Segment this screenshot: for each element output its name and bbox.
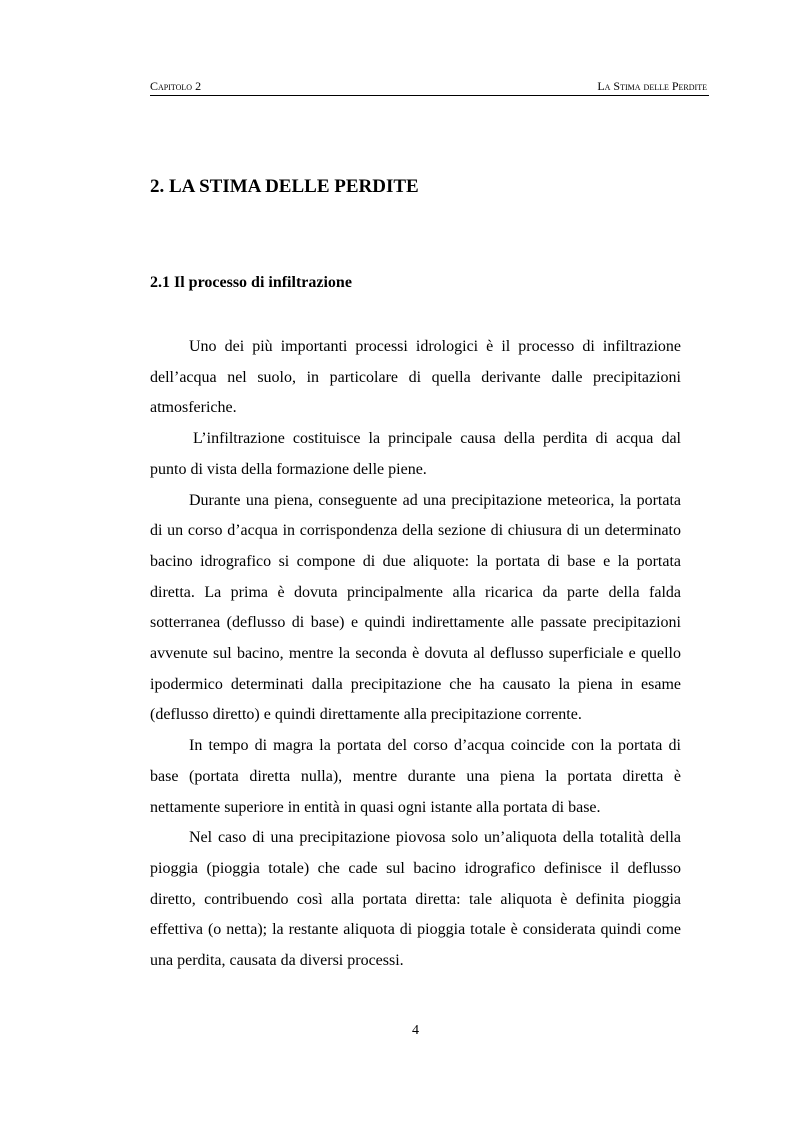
paragraph: Uno dei più importanti processi idrologici è il processo di infiltrazione dell’acqua nel suolo, in particolare di quella derivante dalle precipitazioni atmosferiche. <box>150 338 681 417</box>
chapter-title: 2. LA STIMA DELLE PERDITE <box>150 176 419 197</box>
paragraph: L’infiltrazione costituisce la principale causa della perdita di acqua dal punto di vista della formazione delle piene. <box>150 430 681 478</box>
header-section-label: La Stima delle Perdite <box>597 79 707 93</box>
paragraph: Durante una piena, conseguente ad una precipitazione meteorica, la portata di un corso d’acqua in corrispondenza della sezione di chiusura di un determinato bacino idrografico si compone di due aliquote: la portata di base e la portata diretta. La prima è dovuta principalmente alla ricarica da parte della falda sotterranea (deflusso di base) e quindi indirettamente alle passate precipitazioni avvenute sul bacino, mentre la seconda è dovuta al deflusso superficiale e quello ipodermico determinati dalla precipitazione che ha causato la piena in esame (deflusso diretto) e quindi direttamente alla precipitazione corrente. <box>150 491 681 724</box>
header-chapter-label: Capitolo 2 <box>150 79 202 93</box>
body-text <box>150 332 681 977</box>
paragraph: Nel caso di una precipitazione piovosa solo un’aliquota della totalità della pioggia (pioggia totale) che cade sul bacino idrografico definisce il deflusso diretto, contribuendo così alla portata diretta: tale aliquota è definita pioggia effettiva (o netta); la restante aliquota di pioggia totale è considerata quindi come una perdita, causata da diversi processi. <box>150 829 681 970</box>
page-number: 4 <box>412 1023 419 1038</box>
running-header <box>150 80 709 96</box>
paragraph: In tempo di magra la portata del corso d’acqua coincide con la portata di base (portata diretta nulla), mentre durante una piena la portata diretta è nettamente superiore in entità in quasi ogni istante alla portata di base. <box>150 737 681 816</box>
section-title: 2.1 Il processo di infiltrazione <box>150 274 352 291</box>
